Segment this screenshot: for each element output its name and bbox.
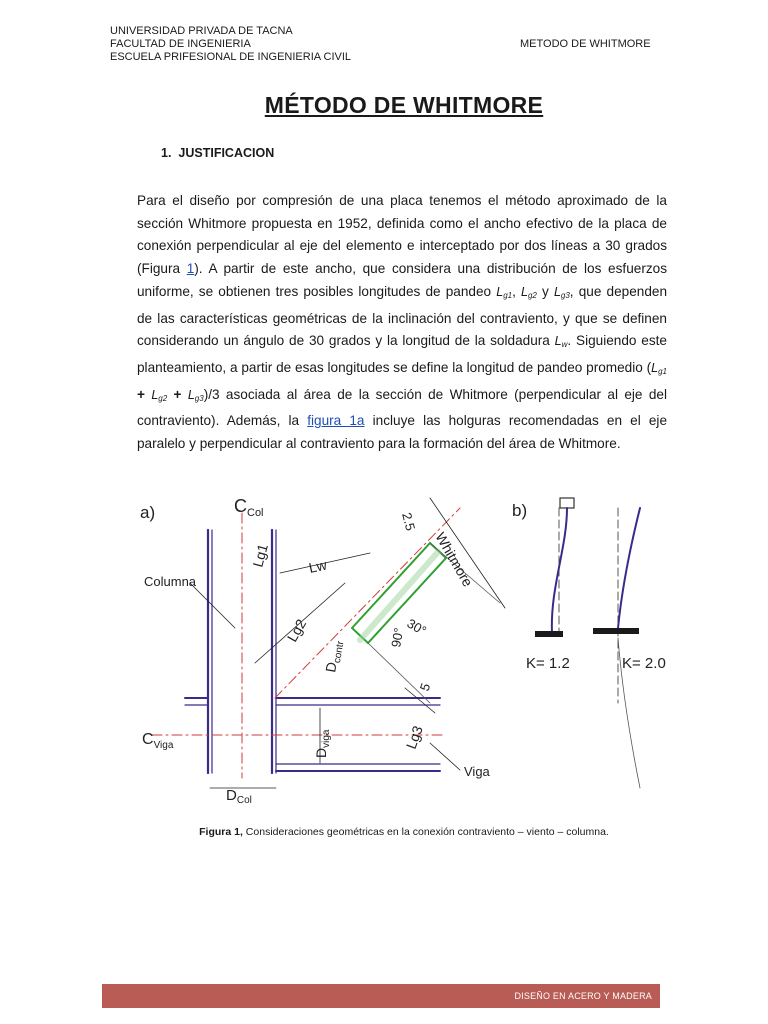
symbol-lg3: $L_{g3}$ xyxy=(553,284,570,300)
panel-b-base-1 xyxy=(535,631,563,637)
paragraph-text: . Siguiendo este planteamiento, a partir de esas longitudes se define la longitud de pandeo promedio ( xyxy=(137,333,667,375)
body-paragraph xyxy=(137,190,667,456)
symbol-avg-lg2: $L_{g2}$ xyxy=(151,387,168,403)
panel-b-top-fixity xyxy=(560,498,574,508)
figure-1a-link[interactable]: figura 1a xyxy=(307,413,365,429)
paragraph-text: Para el diseño por compresión de una placa tenemos el método aproximado de la sección Whitmore propuesta en 1952, definida como el ancho efectivo de la placa de conexión perpendicular al eje del elemento e interceptado por dos líneas a 30 grados (Figura xyxy=(137,193,667,277)
section-title: JUSTIFICACION xyxy=(178,146,275,160)
section-heading xyxy=(161,146,274,160)
symbol-lg2: $L_{g2}$ xyxy=(521,284,537,300)
dim-5-label: 5 xyxy=(416,681,434,694)
symbol-avg-lg3: $L_{g3}$ xyxy=(187,387,204,403)
panel-b-label: b) xyxy=(512,501,528,520)
angle-90-label: 90° xyxy=(388,626,407,649)
panel-a-label: a) xyxy=(140,503,156,522)
plus-sign: + xyxy=(137,386,152,402)
lw-label: Lw xyxy=(307,556,329,576)
caption-text: Consideraciones geométricas en la conexión contraviento – viento – columna. xyxy=(242,826,609,838)
panel-b-buckled-2 xyxy=(618,508,640,628)
lg3-label: Lg3 xyxy=(402,723,426,752)
section-number: 1. xyxy=(161,146,172,160)
angle-30-label: 30° xyxy=(404,615,430,639)
k2-label: K= 2.0 xyxy=(622,655,666,672)
figure-caption xyxy=(0,826,768,838)
paragraph-text: incluye las holguras recomendadas en el eje paralelo y perpendicular al contraviento para la formación del área de Whitmore. xyxy=(137,413,668,452)
whitmore-figure xyxy=(130,488,680,813)
paragraph-text: , xyxy=(512,283,522,299)
panel-b-base-2 xyxy=(593,628,639,634)
paragraph-text: , que dependen de las características geométricas de la inclinación del contraviento, y que se definen considerando un ángulo de 30 grados y la longitud de la soldadura xyxy=(137,283,667,349)
d-col-label: $D_{Col}$ xyxy=(226,787,252,806)
columna-label: Columna xyxy=(144,574,197,589)
header-university: UNIVERSIDAD PRIVADA DE TACNA xyxy=(110,25,293,37)
footer-text: DISEÑO EN ACERO Y MADERA xyxy=(514,991,652,1001)
d-viga-label: $D_{viga}$ xyxy=(313,729,332,758)
paragraph-text: ). A partir de este ancho, que considera una distribución de los esfuerzos uniforme, se obtienen tres posibles longitudes de pandeo xyxy=(137,261,667,299)
page-title: MÉTODO DE WHITMORE xyxy=(264,92,544,118)
header-topic: METODO DE WHITMORE xyxy=(520,38,651,50)
footer-bar xyxy=(102,984,660,1008)
caption-label: Figura 1, xyxy=(199,826,243,838)
d-contr-label: $D_{contr}$ xyxy=(322,640,347,674)
dim-25-label: 2.5 xyxy=(399,510,419,533)
header-faculty: FACULTAD DE INGENIERIA xyxy=(110,38,251,50)
lg2-label: Lg2 xyxy=(283,616,310,645)
symbol-lg1: $L_{g1}$ xyxy=(496,284,513,300)
lg1-label: Lg1 xyxy=(249,542,271,569)
paragraph-text: y xyxy=(536,283,554,299)
plus-sign: + xyxy=(167,386,188,402)
k1-label: K= 1.2 xyxy=(526,655,570,672)
header-institution xyxy=(110,25,351,64)
beam-centerline-label: $C_{Viga}$ xyxy=(142,731,174,751)
symbol-lw: $L_w$ xyxy=(554,334,568,350)
whitmore-line-lower xyxy=(368,643,430,703)
leader-viga xyxy=(430,743,460,770)
paragraph-text: )/3 asociada al área de la sección de Whitmore (perpendicular al eje del contraviento). Además, la xyxy=(137,386,667,429)
whitmore-label: Whitmore xyxy=(432,529,477,590)
viga-label: Viga xyxy=(464,764,490,779)
figure-1-link[interactable]: 1 xyxy=(186,261,195,277)
col-centerline-label: $C_{Col}$ xyxy=(234,496,264,519)
whitmore-diagram xyxy=(130,488,680,808)
header-school: ESCUELA PRIFESIONAL DE INGENIERIA CIVIL xyxy=(110,51,352,63)
symbol-avg-lg1: $L_{g1}$ xyxy=(651,360,667,376)
